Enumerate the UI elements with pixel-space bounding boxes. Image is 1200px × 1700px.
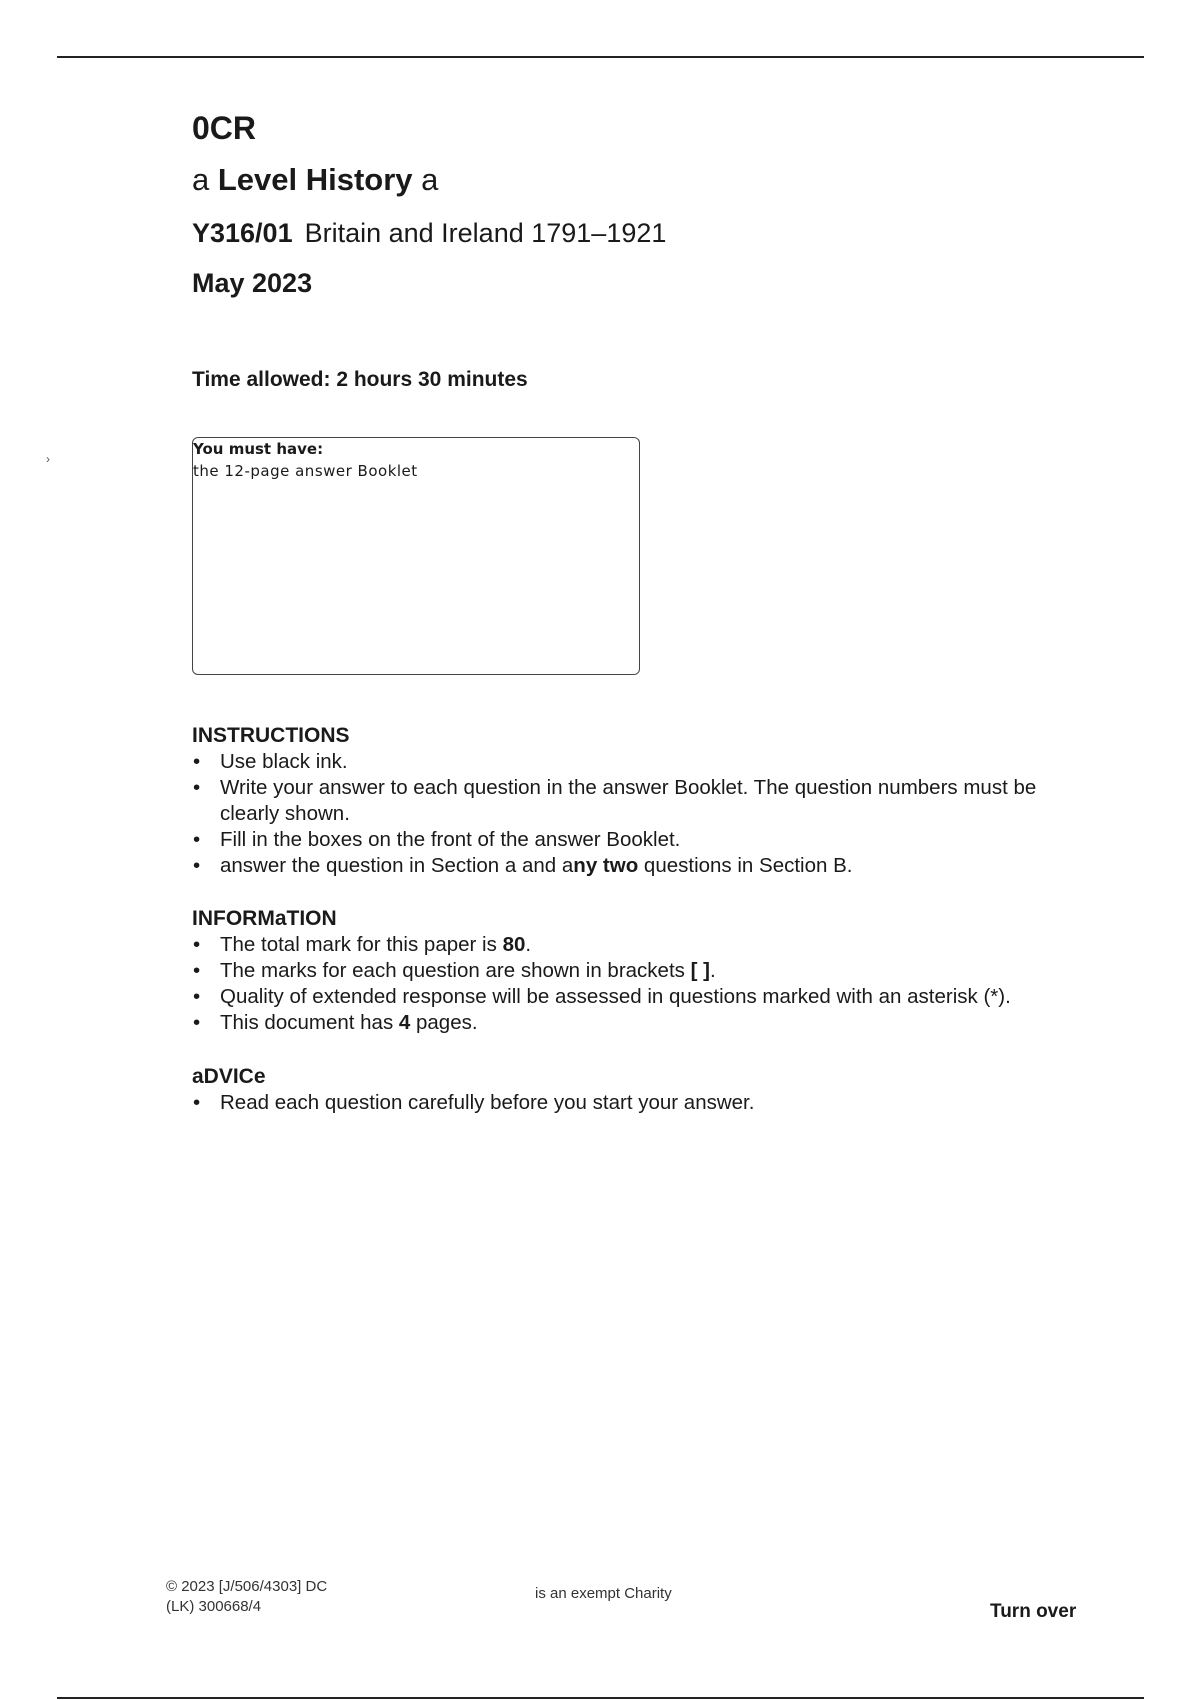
qualification-name: Level History xyxy=(217,162,413,197)
paper-title: Britain and Ireland 1791–1921 xyxy=(304,218,667,248)
page-count: 4 xyxy=(398,1011,411,1034)
information-item: • Quality of extended response will be assessed in questions marked with an asterisk (*). xyxy=(192,984,1092,1010)
exam-date: May 2023 xyxy=(192,268,313,298)
exam-header xyxy=(192,108,666,300)
information-text: This document has xyxy=(220,1011,399,1034)
margin-mark: › xyxy=(46,452,50,466)
instruction-item xyxy=(192,853,1092,879)
instruction-item: • Use black ink. xyxy=(192,749,1092,775)
information-item xyxy=(192,932,1092,958)
information-text: . xyxy=(709,959,716,982)
total-mark: 80 xyxy=(502,933,526,956)
information-section xyxy=(192,906,1092,1036)
turn-over-label: Turn over xyxy=(990,1601,1077,1622)
document-reference: (LK) 300668/4 xyxy=(166,1598,262,1615)
qualification-title xyxy=(192,160,666,200)
instruction-text: answer the question in Section a and a xyxy=(220,854,574,877)
information-item xyxy=(192,958,1092,984)
charity-note: is an exempt Charity xyxy=(535,1585,672,1602)
instructions-section xyxy=(192,723,1092,879)
bottom-rule xyxy=(57,1697,1144,1699)
instruction-item: • Write your answer to each question in the answer Booklet. The question numbers must be clearly shown. xyxy=(192,775,1092,827)
information-text: The marks for each question are shown in brackets xyxy=(220,959,691,982)
top-rule xyxy=(57,56,1144,58)
must-have-title: You must have: xyxy=(193,440,324,458)
paper-line xyxy=(192,216,666,250)
advice-heading: aDVICe xyxy=(192,1065,266,1088)
must-have-item: the 12-page answer Booklet xyxy=(193,462,418,480)
information-list xyxy=(192,932,1092,1036)
information-text: . xyxy=(525,933,532,956)
information-text: pages. xyxy=(410,1011,478,1034)
instructions-list xyxy=(192,749,1092,879)
must-have-box xyxy=(192,437,640,675)
information-text: The total mark for this paper is xyxy=(220,933,503,956)
information-heading: INFORMaTION xyxy=(192,907,337,930)
advice-list xyxy=(192,1090,1092,1116)
paper-code: Y316/01 xyxy=(192,218,293,248)
instruction-item: • Fill in the boxes on the front of the answer Booklet. xyxy=(192,827,1092,853)
brackets-symbol: [ ] xyxy=(690,959,710,982)
time-allowed: Time allowed: 2 hours 30 minutes xyxy=(192,368,528,391)
instruction-emphasis: ny two xyxy=(573,854,639,877)
information-item xyxy=(192,1010,1092,1036)
instructions-heading: INSTRUCTIONS xyxy=(192,724,350,747)
advice-item: • Read each question carefully before you start your answer. xyxy=(192,1090,1092,1116)
exam-board: 0CR xyxy=(192,110,257,146)
copyright-line: © 2023 [J/506/4303] DC xyxy=(166,1578,328,1595)
instruction-text: questions in Section B. xyxy=(638,854,853,877)
qualification-suffix: a xyxy=(412,162,439,197)
qualification-prefix: a xyxy=(192,162,218,197)
copyright-block xyxy=(166,1577,327,1617)
advice-section xyxy=(192,1064,1092,1116)
